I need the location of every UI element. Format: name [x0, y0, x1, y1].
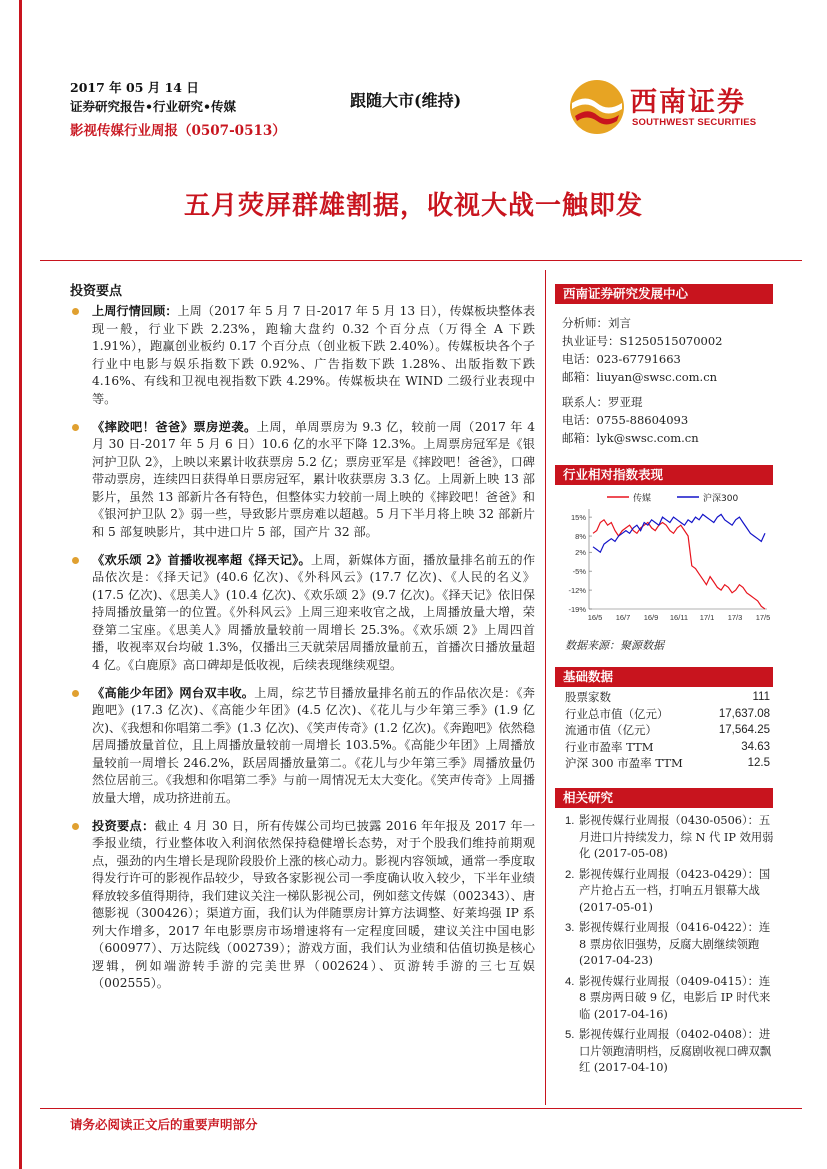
y-tick-label: -5%	[572, 567, 586, 577]
report-date: 2017 年 05 月 14 日	[70, 80, 199, 95]
bullet-icon	[72, 690, 79, 697]
analyst-license: 执业证号：S1250515070002	[562, 334, 723, 348]
legend-label: 传媒	[633, 494, 652, 504]
y-tick-label: -12%	[568, 586, 586, 596]
footer-divider	[40, 1108, 802, 1109]
bullet-icon	[72, 823, 79, 830]
item-number: 3.	[565, 922, 575, 934]
contact-email[interactable]: 邮箱：lyk@swsc.com.cn	[562, 431, 699, 445]
paragraph-text: 上周，单周票房为 9.3 亿，较前一周（2017 年 4 月 30 日-2017 年 5 月 6 日）10.6 亿的水平下降 12.3%。上周票房冠军是《银河护卫队 2》，上映以来累计收获票房 5.2 亿；票房亚军是《摔跤吧！爸爸》，口碑带动票房，连续四日获得单日票房冠军，累计收获票房 3.3 亿。上周新上映 13 部影片，虽然 13 部新片各有特色，但整体实力较前一周上映的《摔跤吧！爸爸》和《银河护卫队 2》弱一些，导致影片票房难以超越。5 月下半月将上映 32 部新片和 5 部复映影片，其中进口片 5 部，国产片 32 部。	[92, 419, 536, 539]
logo-text-en: SOUTHWEST SECURITIES	[632, 117, 757, 128]
table-row	[565, 739, 770, 756]
series-line	[593, 520, 765, 609]
item-text: 影视传媒行业周报（0423-0429）：国产片抢占五一档，打响五月银幕大战 (2017-05-01)	[579, 867, 771, 914]
related-research-list	[565, 813, 775, 1081]
paragraph-lead: 《摔跤吧！爸爸》票房逆袭。	[92, 419, 257, 434]
bullet-icon	[72, 308, 79, 315]
x-tick-label: 16/5	[587, 613, 603, 622]
item-number: 2.	[565, 868, 575, 881]
contact-phone: 电话：0755-88604093	[562, 413, 689, 427]
table-row	[565, 722, 770, 739]
paragraph-lead: 上周行情回顾：	[92, 304, 178, 318]
item-number: 5.	[565, 1029, 575, 1041]
paragraph-lead: 投资要点：	[92, 818, 155, 833]
footer-disclaimer: 请务必阅读正文后的重要声明部分	[70, 1117, 258, 1132]
list-item[interactable]	[565, 920, 775, 970]
x-tick-label: 16/11	[669, 613, 689, 622]
weekly-title: 影视传媒行业周报（0507-0513）	[70, 123, 286, 139]
table-row	[565, 689, 770, 706]
x-tick-label: 17/1	[699, 613, 715, 622]
list-item[interactable]	[565, 867, 775, 917]
bullet-icon	[72, 424, 79, 431]
paragraph-text: 上周（2017 年 5 月 7 日-2017 年 5 月 13 日），传媒板块整体表现一般，行业下跌 2.23%，跑输大盘约 0.32 个百分点（万得全 A 下跌 1.91%），跑赢创业板约 0.17 个百分点（创业板下跌 2.40%）。传媒板块各个子行业中电影与娱乐指数下跌 0.92%、广告指数下跌 1.28%、出版指数下跌 4.16%、有线和卫视电视指数下跌 4.29%。传媒板块在 WIND 二级行业表现中等。	[92, 304, 536, 406]
item-text: 影视传媒行业周报（0409-0415）：连 8 票房两日破 9 亿，电影后 IP 时代来临 (2017-04-16)	[579, 974, 771, 1021]
row-label: 行业市盈率 TTM	[565, 739, 654, 754]
list-item[interactable]	[565, 813, 775, 863]
series-line	[593, 514, 765, 552]
paragraph-text: 上周，新媒体方面，播放量排名前五的作品依次是：《择天记》(40.6 亿次)、《外科风云》(17.7 亿次)、《人民的名义》(17.5 亿次)、《思美人》(10.4 亿次)、《欢乐颂 2》(9.7 亿次)。《择天记》依旧保持周播放量第一的位置。《外科风云》上周三迎来收官之战，上周播放量大增，荣登第二宝座。《思美人》周播放量较前一周增长 25.3%。《欢乐颂 2》上周四首播，收视率双台均破 1.3%，仅播出三天就荣居周播放量前五，首播次日播放量超 4 亿。《白鹿原》高口碑却是低收视，后续表现继续观望。	[92, 552, 536, 672]
chart-source: 数据来源：聚源数据	[565, 639, 664, 652]
item-text: 影视传媒行业周报（0430-0506）：五月进口片持续发力，综 N 代 IP 效用弱化 (2017-05-08)	[579, 814, 774, 860]
analyst-phone: 电话：023-67791663	[562, 352, 681, 366]
list-item[interactable]	[565, 1027, 775, 1077]
row-value: 17,637.08	[718, 707, 770, 720]
company-logo-icon	[566, 76, 628, 138]
y-tick-label: 15%	[570, 513, 586, 523]
row-value: 111	[752, 691, 770, 703]
legend-label: 沪深300	[703, 494, 739, 504]
row-value: 34.63	[741, 740, 770, 753]
x-tick-label: 17/3	[727, 613, 743, 622]
row-label: 股票家数	[565, 690, 611, 704]
y-tick-label: 2%	[575, 548, 586, 558]
paragraph-lead: 《高能少年团》网台双丰收。	[92, 685, 255, 700]
investment-points	[70, 303, 535, 1003]
x-tick-label: 17/5	[755, 613, 771, 622]
analyst-email[interactable]: 邮箱：liuyan@swsc.com.cn	[562, 370, 718, 384]
rating: 跟随大市(维持)	[350, 91, 462, 110]
left-red-bar	[19, 0, 22, 1169]
chart-header: 行业相对指数表现	[555, 465, 773, 485]
research-center-header: 西南证券研究发展中心	[555, 284, 773, 304]
bullet-icon	[72, 557, 79, 564]
item-number: 1.	[565, 815, 575, 827]
x-tick-label: 16/9	[643, 613, 659, 622]
paragraph-lead: 《欢乐颂 2》首播收视率超《择天记》。	[92, 552, 311, 567]
row-label: 沪深 300 市盈率 TTM	[565, 756, 683, 770]
paragraph	[70, 685, 535, 808]
column-divider	[545, 270, 546, 1105]
row-label: 行业总市值（亿元）	[565, 706, 669, 721]
list-item[interactable]	[565, 974, 775, 1024]
divider	[40, 260, 802, 261]
table-row	[565, 706, 770, 723]
paragraph-text: 截止 4 月 30 日，所有传媒公司均已披露 2016 年年报及 2017 年一季报业绩，行业整体收入利润依然保持稳健增长态势，对于个股我们维持前期观点，强劲的内生增长是现阶段股价上涨的核心动力。影视内容领域，通常一季度取得发行许可的影视作品较少，导致各家影视公司一季度确认收入较少，下半年业绩释放较多值得期待，我们建议关注一梯队影视公司，例如慈文传媒（002343）、唐德影视（300426）；渠道方面，我们认为伴随票房计算方法调整、好莱坞强 IP 系列大作增多，2017 年电影票房市场增速将有一定程度回暖，建议关注中国电影（600977）、万达院线（002739）；游戏方面，我们认为业绩和估值切换是核心逻辑，例如端游转手游的完美世界（002624）、页游转手游的三七互娱（002555）。	[92, 818, 536, 990]
row-label: 流通市值（亿元）	[565, 723, 657, 737]
paragraph	[70, 552, 535, 675]
paragraph	[70, 303, 535, 408]
basic-data-header: 基础数据	[555, 667, 773, 687]
section-title: 投资要点	[70, 284, 123, 299]
y-tick-label: 8%	[575, 532, 586, 542]
paragraph	[70, 419, 535, 542]
x-tick-label: 16/7	[615, 613, 631, 622]
page-title: 五月荧屏群雄割据，收视大战一触即发	[183, 191, 643, 221]
contact-name: 联系人：罗亚琨	[562, 395, 643, 409]
basic-data-table	[565, 689, 770, 772]
item-text: 影视传媒行业周报（0402-0408）：进口片领跑清明档，反腐剧收视口碑双飘红 (2017-04-10)	[579, 1028, 772, 1074]
item-text: 影视传媒行业周报（0416-0422）：连 8 票房依旧强势，反腐大剧继续领跑 (2017-04-23)	[579, 921, 771, 967]
item-number: 4.	[565, 975, 575, 988]
y-tick-label: -19%	[568, 605, 586, 614]
table-row	[565, 755, 770, 772]
paragraph-text: 上周，综艺节目播放量排名前五的作品依次是：《奔跑吧》(17.3 亿次)、《高能少年团》(4.5 亿次)、《花儿与少年第三季》(1.9 亿次)、《我想和你唱第二季》(1.3 亿次)、《笑声传奇》(1.2 亿次)。《奔跑吧》依然稳居周播放量首位，且上周播放量较前一周增长 103.5%。《高能少年团》上周播放量较前一周增长 246.2%，跃居周播放量第二。《花儿与少年第三季》周播放量仍然位居前三。《我想和你唱第二季》与前一周情况无太大变化。《笑声传奇》上周播放量大增，成功挤进前五。	[92, 685, 535, 805]
relative-index-chart	[555, 487, 773, 632]
row-value: 17,564.25	[718, 724, 770, 736]
logo-text-cn: 西南证券	[630, 87, 746, 118]
related-research-header: 相关研究	[555, 788, 773, 808]
paragraph	[70, 818, 535, 993]
report-type: 证券研究报告•行业研究•传媒	[70, 99, 236, 114]
analyst-name: 分析师：刘言	[562, 316, 631, 330]
row-value: 12.5	[747, 757, 770, 769]
